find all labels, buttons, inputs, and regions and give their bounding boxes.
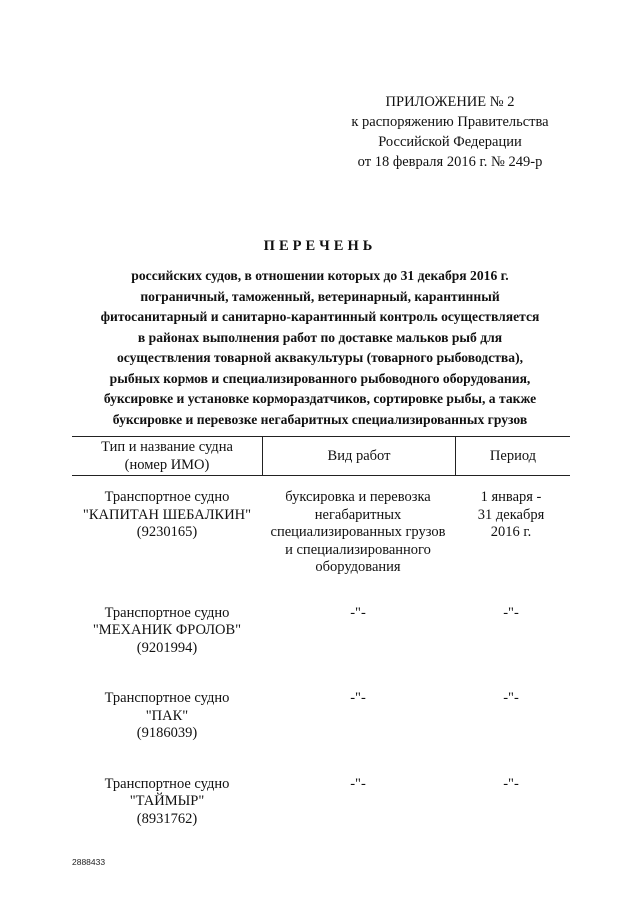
vessel-imo: (9186039): [136, 725, 198, 741]
table-header: [72, 436, 570, 476]
subtitle-line: осуществления товарной аквакультуры (товарного рыбоводства),: [116, 350, 523, 365]
work-line: и специализированного: [285, 541, 431, 558]
subtitle-line: буксировке и установке кормораздатчиков, сортировке рыбы, а также: [103, 391, 537, 406]
vessel-imo: (9201994): [136, 639, 198, 656]
subtitle-line: фитосанитарный и санитарно-карантинный контроль осуществляется: [100, 309, 540, 324]
table-row: [72, 657, 570, 743]
appendix-date: от 18 февраля 2016 г. № 249-р: [357, 154, 543, 170]
ditto-mark: -"-: [503, 775, 519, 792]
vessel-type: Транспортное судно: [104, 604, 230, 621]
period-line: 1 января -: [480, 489, 542, 505]
ditto-mark: -"-: [350, 690, 366, 706]
work-line: буксировка и перевозка: [285, 489, 431, 505]
ditto-mark: -"-: [350, 775, 366, 792]
period-cell: [454, 489, 568, 577]
appendix-reference: к распоряжению Правительства: [351, 114, 549, 130]
work-line: оборудования: [315, 559, 401, 575]
appendix-authority: Российской Федерации: [378, 134, 522, 150]
header-work: Вид работ: [263, 437, 456, 475]
work-cell: [262, 489, 454, 577]
table-row: [72, 743, 570, 829]
subtitle-line: буксировке и перевозке негабаритных специализированных грузов: [112, 411, 528, 427]
subtitle-line: пограничный, таможенный, ветеринарный, карантинный: [140, 288, 500, 304]
header-period: Период: [489, 448, 537, 464]
header-vessel-line: (номер ИМО): [124, 457, 210, 473]
period-line: 2016 г.: [490, 524, 532, 540]
vessel-name: "МЕХАНИК ФРОЛОВ": [92, 622, 242, 638]
vessel-name: "ПАК": [145, 707, 189, 724]
ditto-mark: -"-: [350, 604, 366, 621]
header-vessel-line: Тип и название судна: [101, 439, 233, 455]
vessel-cell: [72, 776, 262, 829]
work-cell: [262, 605, 454, 658]
appendix-number: ПРИЛОЖЕНИЕ № 2: [385, 94, 515, 110]
vessel-cell: [72, 605, 262, 658]
header-vessel: [72, 437, 263, 475]
vessel-name: "ТАЙМЫР": [129, 793, 205, 809]
document-title: ПЕРЕЧЕНЬ: [263, 238, 377, 254]
table-row: [72, 474, 570, 577]
work-line: специализированных грузов: [270, 524, 446, 540]
work-cell: [262, 776, 454, 829]
document-number: 2888433: [72, 857, 106, 867]
ditto-mark: -"-: [503, 604, 519, 621]
period-cell: [454, 605, 568, 658]
document-subtitle: [80, 266, 560, 430]
vessel-cell: [72, 690, 262, 743]
subtitle-line: в районах выполнения работ по доставке мальков рыб для: [137, 329, 503, 345]
period-cell: [454, 776, 568, 829]
vessel-name: "КАПИТАН ШЕБАЛКИН": [82, 506, 252, 523]
vessel-imo: (8931762): [136, 810, 198, 827]
ditto-mark: -"-: [503, 690, 519, 706]
period-cell: [454, 690, 568, 743]
table-body: [72, 474, 570, 828]
period-line: 31 декабря: [477, 506, 545, 523]
vessel-type: Транспортное судно: [104, 775, 230, 792]
vessel-cell: [72, 489, 262, 577]
table-row: [72, 577, 570, 658]
work-cell: [262, 690, 454, 743]
subtitle-line: российских судов, в отношении которых до 31 декабря 2016 г.: [131, 268, 509, 283]
subtitle-line: рыбных кормов и специализированного рыбоводного оборудования,: [109, 370, 531, 386]
appendix-header: [330, 92, 570, 172]
vessel-type: Транспортное судно: [104, 489, 230, 505]
vessel-type: Транспортное судно: [104, 690, 230, 706]
work-line: негабаритных: [314, 506, 402, 523]
vessel-imo: (9230165): [136, 524, 198, 540]
